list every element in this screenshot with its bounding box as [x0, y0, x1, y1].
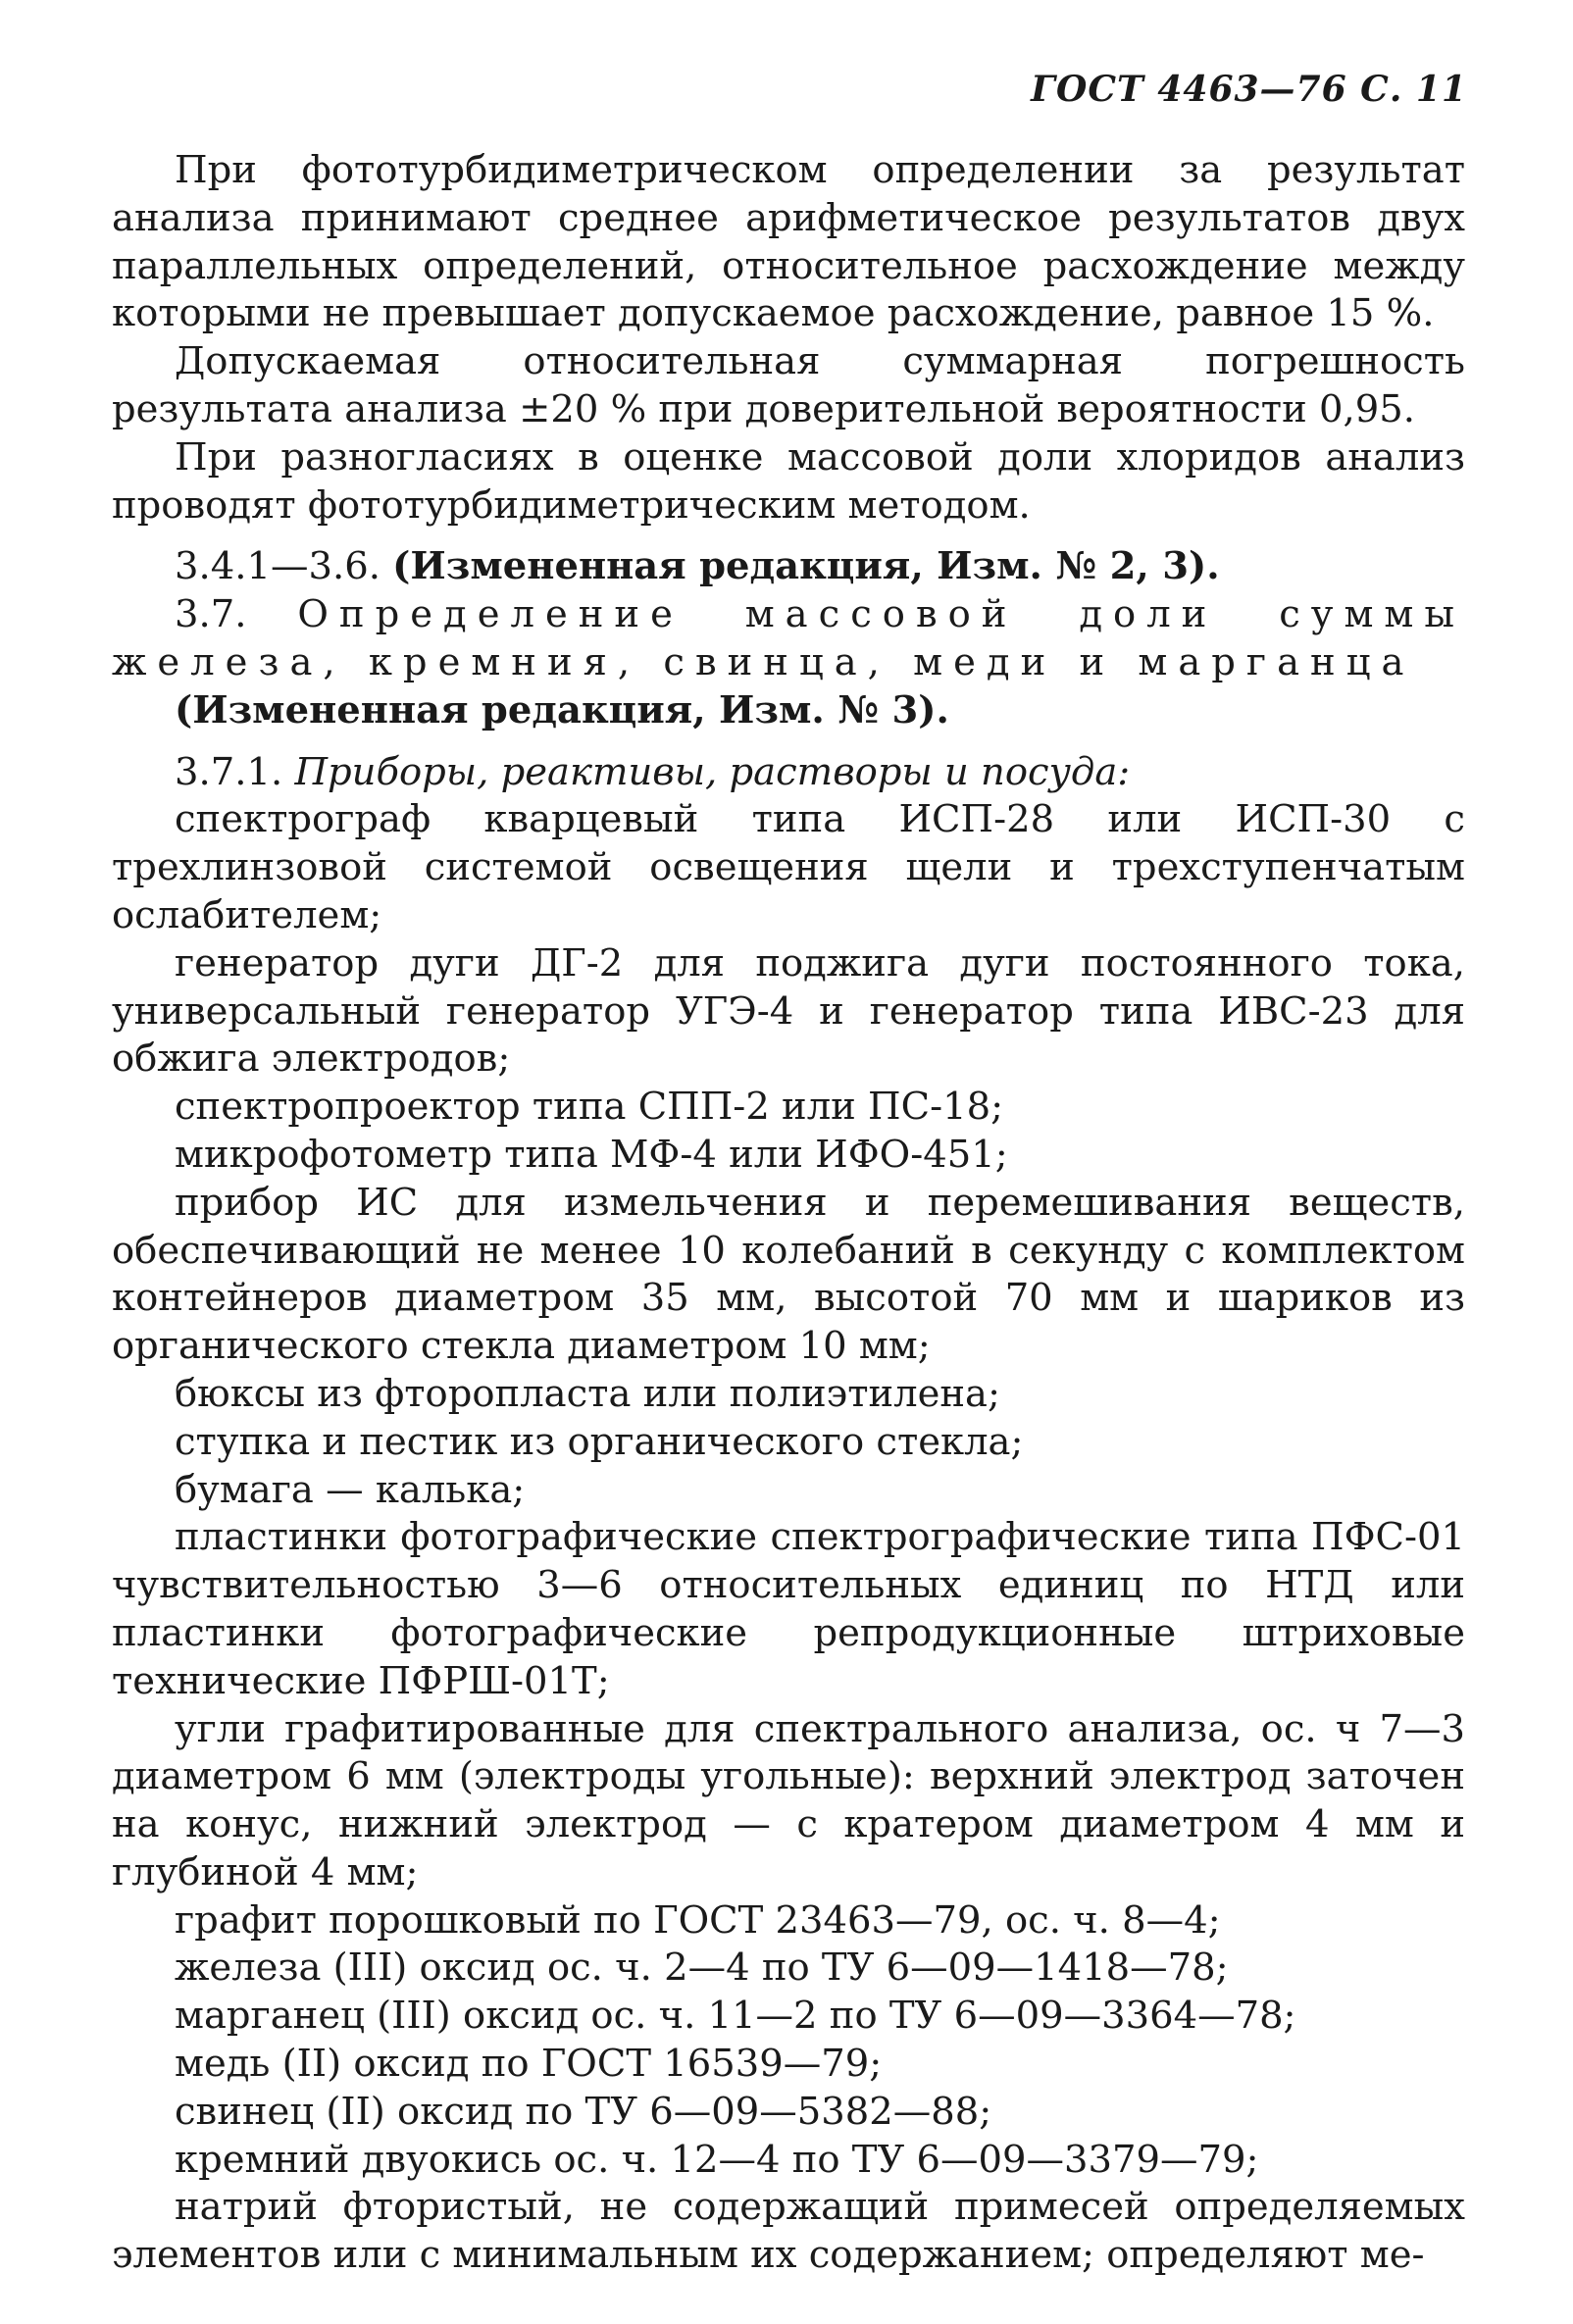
paragraph: Допускаемая относительная суммарная погрешность результата анализа ±20 % при доверительной вероятности 0,95.	[112, 339, 1465, 431]
list-item: кремний двуокись ос. ч. 12—4 по ТУ 6—09—3379—79;	[175, 2137, 1259, 2182]
list-item: железа (III) оксид ос. ч. 2—4 по ТУ 6—09—1418—78;	[175, 1945, 1229, 1991]
section-heading	[112, 591, 1465, 687]
list-item: спектропроектор типа СПП-2 или ПС-18;	[175, 1085, 1004, 1130]
page-header: ГОСТ 4463—76 С. 11	[1031, 69, 1467, 110]
list-item: натрий фтористый, не содержащий примесей определяемых элементов или с минимальным их содержанием; определяют ме-	[112, 2185, 1465, 2278]
subsection-title: Приборы, реактивы, растворы и посуда:	[294, 749, 1131, 794]
list-item: медь (II) оксид по ГОСТ 16539—79;	[175, 2042, 883, 2087]
section-number: 3.7.1.	[175, 749, 295, 794]
list-item: микрофотометр типа МФ-4 или ИФО-451;	[175, 1132, 1008, 1177]
amendment-note: (Измененная редакция, Изм. № 2, 3).	[392, 544, 1220, 589]
list-item: генератор дуги ДГ-2 для поджига дуги постоянного тока, универсальный генератор УГЭ-4 и генератор типа ИВС-23 для обжига электродов;	[112, 940, 1465, 1082]
list-item: бюксы из фторопласта или полиэтилена;	[175, 1371, 1000, 1416]
list-item: марганец (III) оксид ос. ч. 11—2 по ТУ 6—09—3364—78;	[175, 1994, 1296, 2039]
document-body	[112, 147, 1465, 2280]
list-item: графит порошковый по ГОСТ 23463—79, ос. ч. 8—4;	[175, 1897, 1221, 1943]
list-item: бумага — калька;	[175, 1467, 526, 1512]
paragraph-amendment	[112, 687, 1465, 735]
list-item: угли графитированные для спектрального анализа, ос. ч 7—3 диаметром 6 мм (электроды угольные): верхний электрод заточен на конус, нижний электрод — с кратером диаметром 4 мм и глубиной 4 мм;	[112, 1706, 1465, 1895]
subsection-heading	[112, 749, 1465, 797]
list-item: спектрограф кварцевый типа ИСП-28 или ИСП-30 с трехлинзовой системой освещения щели и трехступенчатым ослабителем;	[112, 797, 1465, 937]
section-number: 3.4.1—3.6.	[175, 544, 393, 589]
list-item: свинец (II) оксид по ТУ 6—09—5382—88;	[175, 2089, 992, 2134]
list-item: пластинки фотографические спектрографические типа ПФС-01 чувствительностью 3—6 относительных единиц по НТД или пластинки фотографические репродукционные штриховые технические ПФРШ-01Т;	[112, 1515, 1465, 1703]
paragraph: При фототурбидиметрическом определении за результат анализа принимают среднее арифметическое результатов двух параллельных определений, относительное расхождение между которыми не превышает допускаемое расхождение, равное 15 %.	[112, 148, 1465, 336]
amendment-note: (Измененная редакция, Изм. № 3).	[175, 687, 949, 733]
list-item: прибор ИС для измельчения и перемешивания веществ, обеспечивающий не менее 10 колебаний в секунду с комплектом контейнеров диаметром 35 мм, высотой 70 мм и шариков из органического стекла диаметром 10 мм;	[112, 1180, 1465, 1369]
section-number: 3.7.	[175, 592, 298, 637]
list-item: ступка и пестик из органического стекла;	[175, 1419, 1024, 1464]
paragraph-amendment	[112, 543, 1465, 591]
section-title: Определение массовой доли суммы железа, кремния, свинца, меди и марганца	[112, 592, 1465, 684]
paragraph: При разногласиях в оценке массовой доли хлоридов анализ проводят фототурбидиметрическим методом.	[112, 434, 1465, 528]
